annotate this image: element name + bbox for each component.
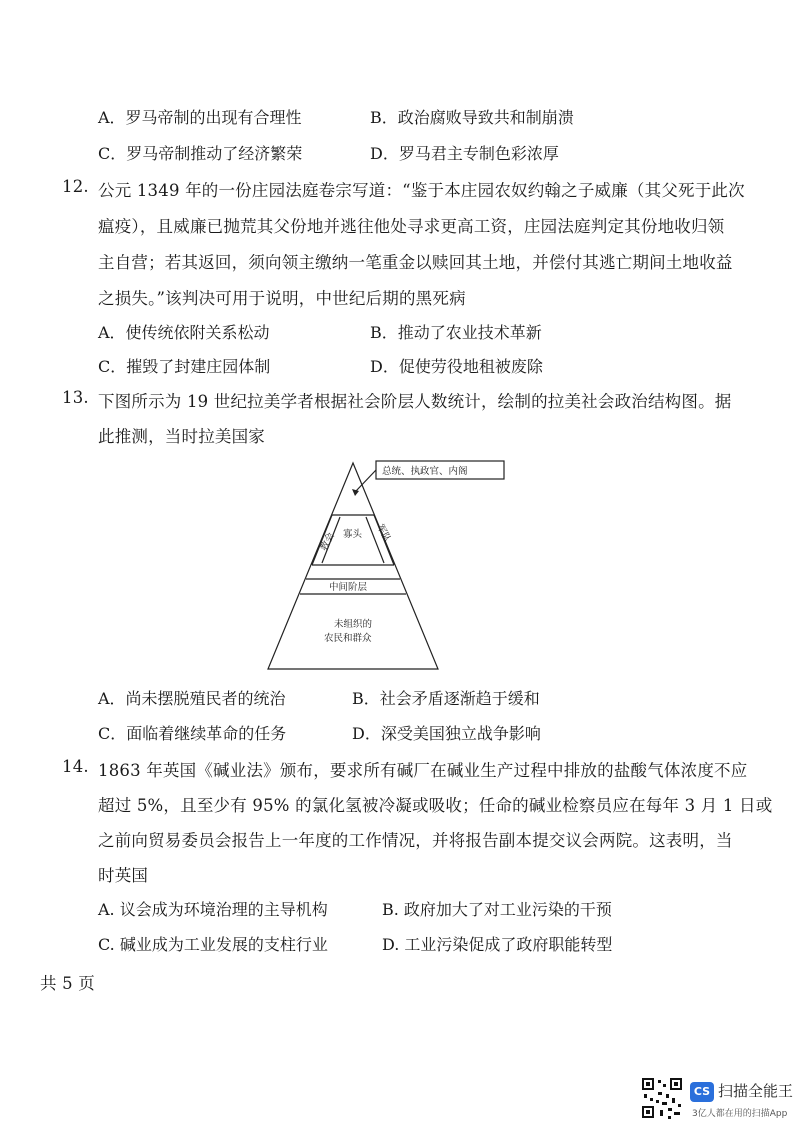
q13-option-d: D．深受美国独立战争影响 — [352, 724, 541, 743]
q12-option-a: A．使传统依附关系松动 — [98, 323, 270, 342]
q12-option-c: C．摧毁了封建庄园体制 — [98, 357, 271, 376]
q14-stem-line-4: 时英国 — [98, 866, 149, 885]
q12-number: 12. — [62, 177, 89, 196]
q11-option-b: B．政治腐败导致共和制崩溃 — [370, 108, 574, 127]
q12-stem-line-4: 之损失。”该判决可用于说明，中世纪后期的黑死病 — [98, 289, 466, 308]
q14-number: 14. — [62, 757, 89, 776]
page-count: 共 5 页 — [40, 974, 95, 993]
q13-number: 13. — [62, 388, 89, 407]
q14-option-b: B. 政府加大了对工业污染的干预 — [382, 900, 612, 919]
q12-option-b: B．推动了农业技术革新 — [370, 323, 542, 342]
middle-band-label: 中间阶层 — [329, 582, 368, 593]
qr-code-icon — [640, 1076, 684, 1120]
q14-option-c: C. 碱业成为工业发展的支柱行业 — [98, 935, 328, 954]
callout-arrowhead — [352, 489, 359, 496]
base-label-line-2: 农民和群众 — [324, 633, 372, 644]
left-block-label: 教会 — [318, 530, 337, 553]
q12-stem-line-2: 瘟疫），且威廉已抛荒其父份地并逃往他处寻求更高工资，庄园法庭判定其份地收归领 — [98, 217, 725, 236]
callout-pointer — [356, 470, 376, 491]
q13-option-a: A．尚未摆脱殖民者的统治 — [98, 689, 286, 708]
q11-option-d: D．罗马君主专制色彩浓厚 — [370, 144, 559, 163]
q13-option-c: C．面临着继续革命的任务 — [98, 724, 287, 743]
q11-option-c: C．罗马帝制推动了经济繁荣 — [98, 144, 303, 163]
q14-option-a: A. 议会成为环境治理的主导机构 — [98, 900, 328, 919]
q13-stem-line-2: 此推测，当时拉美国家 — [98, 427, 265, 446]
q12-stem-line-1: 公元 1349 年的一份庄园法庭卷宗写道：“鉴于本庄园农奴约翰之子威廉（其父死于此次 — [98, 181, 745, 200]
camscanner-logo-icon: CS — [690, 1082, 714, 1102]
q11-option-a: A．罗马帝制的出现有合理性 — [98, 108, 302, 127]
watermark-title: 扫描全能王 — [718, 1082, 794, 1100]
right-block-label: 军队 — [374, 522, 393, 545]
center-block-label: 寡头 — [343, 529, 363, 540]
q12-stem-line-3: 主自营；若其返回，须向领主缴纳一笔重金以赎回其土地，并偿付其逃亡期间土地收益 — [98, 253, 733, 272]
q12-option-d: D．促使劳役地租被废除 — [370, 357, 543, 376]
scanner-watermark — [640, 1076, 794, 1126]
watermark-subtitle: 3亿人都在用的扫描App — [692, 1109, 788, 1119]
q13-stem-line-1: 下图所示为 19 世纪拉美学者根据社会阶层人数统计，绘制的拉美社会政治结构图。据 — [98, 392, 732, 411]
q13-option-b: B．社会矛盾逐渐趋于缓和 — [352, 689, 540, 708]
q14-stem-line-1: 1863 年英国《碱业法》颁布，要求所有碱厂在碱业生产过程中排放的盐酸气体浓度不应 — [98, 761, 748, 780]
q14-stem-line-2: 超过 5%，且至少有 95% 的氯化氢被冷凝或吸收；任命的碱业检察员应在每年 3 月 1 日或 — [98, 796, 773, 815]
q14-stem-line-3: 之前向贸易委员会报告上一年度的工作情况，并将报告副本提交议会两院。这表明，当 — [98, 831, 733, 850]
base-label-line-1: 未组织的 — [334, 619, 373, 630]
q14-option-d: D. 工业污染促成了政府职能转型 — [382, 935, 613, 954]
social-structure-pyramid — [260, 455, 510, 675]
callout-label: 总统、执政官、内阁 — [382, 466, 468, 477]
